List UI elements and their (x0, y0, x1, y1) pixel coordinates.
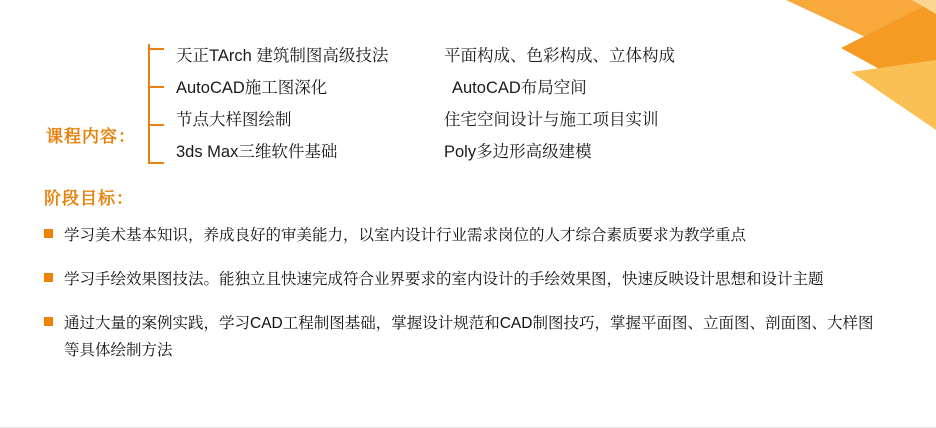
course-row (176, 38, 916, 70)
course-item-right: Poly多边形高级建模 (444, 143, 592, 161)
course-row (176, 134, 916, 166)
course-item-right: AutoCAD布局空间 (452, 79, 587, 97)
course-content-label: 课程内容： (46, 127, 136, 146)
stage-goals-title: 阶段目标： (44, 189, 134, 208)
list-item (44, 310, 879, 364)
course-row (176, 70, 916, 102)
stage-goal-text: 学习美术基本知识，养成良好的审美能力，以室内设计行业需求岗位的人才综合素质要求为教学重点 (64, 227, 747, 244)
square-bullet-icon (44, 229, 53, 238)
stage-goal-text: 通过大量的案例实践，学习CAD工程制图基础，掌握设计规范和CAD制图技巧，掌握平面图、立面图、剖面图、大样图等具体绘制方法 (64, 315, 874, 359)
square-bullet-icon (44, 273, 53, 282)
course-row-list (176, 38, 916, 166)
list-item (44, 266, 879, 293)
stage-goals-list (44, 222, 879, 381)
stage-goal-text: 学习手绘效果图技法。能独立且快速完成符合业界要求的室内设计的手绘效果图，快速反映设计思想和设计主题 (64, 271, 824, 288)
course-item-right: 住宅空间设计与施工项目实训 (444, 111, 659, 129)
brace-decoration (148, 44, 166, 164)
course-item-left: 节点大样图绘制 (176, 111, 292, 129)
course-item-left: AutoCAD施工图深化 (176, 79, 328, 97)
course-item-left: 3ds Max三维软件基础 (176, 143, 338, 161)
course-item-left: 天正TArch 建筑制图高级技法 (176, 47, 389, 65)
list-item (44, 222, 879, 249)
square-bullet-icon (44, 317, 53, 326)
course-item-right: 平面构成、色彩构成、立体构成 (444, 47, 675, 65)
course-row (176, 102, 916, 134)
course-content-block (0, 24, 936, 164)
